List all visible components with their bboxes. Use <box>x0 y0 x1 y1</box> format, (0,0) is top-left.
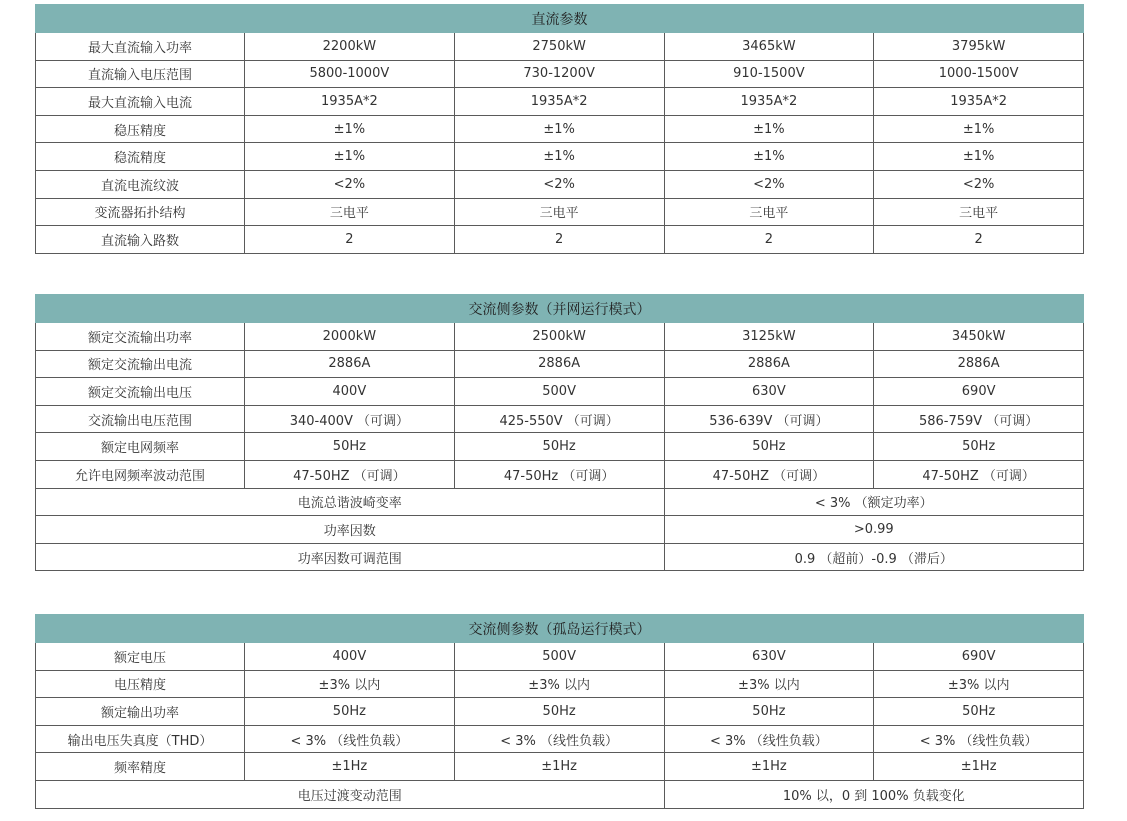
table-cell: 1935A*2 <box>664 88 874 116</box>
table-cell: 2750kW <box>454 33 664 61</box>
row-label: 功率因数可调范围 <box>36 543 665 571</box>
table-cell: 1935A*2 <box>454 88 664 116</box>
table-cell: 2000kW <box>245 323 455 351</box>
table-cell: 400V <box>245 378 455 406</box>
table-cell: 三电平 <box>454 198 664 226</box>
table-cell: ±1Hz <box>664 753 874 781</box>
table-cell: ±1% <box>454 143 664 171</box>
table-cell: 47-50HZ （可调） <box>664 460 874 488</box>
table-cell: 50Hz <box>454 433 664 461</box>
row-label: 额定交流输出电压 <box>36 378 245 406</box>
table-cell: 50Hz <box>664 698 874 726</box>
table-row-merged <box>36 543 1084 571</box>
table-cell: 10% 以，0 到 100% 负载变化 <box>664 780 1084 808</box>
table-cell: 1935A*2 <box>245 88 455 116</box>
ac-island-parameters-table <box>35 614 1084 809</box>
table-cell: 50Hz <box>874 698 1084 726</box>
dc-parameters-table <box>35 4 1084 254</box>
table-cell: ±1Hz <box>454 753 664 781</box>
table-cell: ±1Hz <box>245 753 455 781</box>
row-label: 直流输入电压范围 <box>36 60 245 88</box>
table-cell: 50Hz <box>664 433 874 461</box>
table-cell: ±1% <box>664 143 874 171</box>
table-cell: ±1% <box>245 143 455 171</box>
table-cell: 2500kW <box>454 323 664 351</box>
dc-table-title: 直流参数 <box>36 5 1084 33</box>
table-row <box>36 433 1084 461</box>
table-row <box>36 460 1084 488</box>
table-cell: 690V <box>874 378 1084 406</box>
table-row <box>36 170 1084 198</box>
ac-grid-table-body <box>36 323 1084 571</box>
table-row <box>36 753 1084 781</box>
table-cell: 730-1200V <box>454 60 664 88</box>
table-row <box>36 350 1084 378</box>
row-label: 直流输入路数 <box>36 226 245 254</box>
row-label: 额定电压 <box>36 643 245 671</box>
table-cell: < 3% （线性负载） <box>245 725 455 753</box>
row-label: 稳压精度 <box>36 115 245 143</box>
table-cell: ±1% <box>664 115 874 143</box>
table-cell: 500V <box>454 378 664 406</box>
table-row <box>36 643 1084 671</box>
table-cell: 536-639V （可调） <box>664 405 874 433</box>
table-row <box>36 698 1084 726</box>
table-cell: 2886A <box>454 350 664 378</box>
table-row <box>36 143 1084 171</box>
table-cell: 2 <box>664 226 874 254</box>
table-cell: < 3% （额定功率） <box>664 488 1084 516</box>
table-cell: 47-50HZ （可调） <box>245 460 455 488</box>
table-cell: 三电平 <box>874 198 1084 226</box>
table-cell: 50Hz <box>454 698 664 726</box>
table-row <box>36 323 1084 351</box>
table-cell: 三电平 <box>245 198 455 226</box>
table-row <box>36 405 1084 433</box>
table-cell: 690V <box>874 643 1084 671</box>
table-cell: <2% <box>245 170 455 198</box>
table-cell: < 3% （线性负载） <box>454 725 664 753</box>
table-cell: ±3% 以内 <box>454 670 664 698</box>
table-cell: 630V <box>664 643 874 671</box>
row-label: 功率因数 <box>36 516 665 544</box>
table-cell: 2 <box>874 226 1084 254</box>
row-label: 最大直流输入电流 <box>36 88 245 116</box>
table-cell: ±1% <box>245 115 455 143</box>
table-cell: 2 <box>454 226 664 254</box>
table-cell: 0.9 （超前）-0.9 （滞后） <box>664 543 1084 571</box>
row-label: 电压过渡变动范围 <box>36 780 665 808</box>
table-cell: < 3% （线性负载） <box>664 725 874 753</box>
table-cell: 50Hz <box>245 433 455 461</box>
table-cell: ±1Hz <box>874 753 1084 781</box>
dc-table-body <box>36 33 1084 254</box>
table-cell: 2886A <box>245 350 455 378</box>
row-label: 电压精度 <box>36 670 245 698</box>
table-cell: <2% <box>874 170 1084 198</box>
table-cell: 47-50HZ （可调） <box>874 460 1084 488</box>
table-cell: 5800-1000V <box>245 60 455 88</box>
table-cell: ±3% 以内 <box>874 670 1084 698</box>
table-row-merged <box>36 488 1084 516</box>
row-label: 变流器拓扑结构 <box>36 198 245 226</box>
table-cell: 500V <box>454 643 664 671</box>
table-cell: ±3% 以内 <box>245 670 455 698</box>
table-cell: 1935A*2 <box>874 88 1084 116</box>
table-cell: < 3% （线性负载） <box>874 725 1084 753</box>
table-cell: 2200kW <box>245 33 455 61</box>
ac-grid-parameters-table <box>35 294 1084 571</box>
table-cell: 1000-1500V <box>874 60 1084 88</box>
table-row <box>36 226 1084 254</box>
table-cell: >0.99 <box>664 516 1084 544</box>
table-row <box>36 33 1084 61</box>
row-label: 最大直流输入功率 <box>36 33 245 61</box>
table-cell: 3465kW <box>664 33 874 61</box>
table-cell: 340-400V （可调） <box>245 405 455 433</box>
ac-grid-table-title: 交流侧参数（并网运行模式） <box>36 295 1084 323</box>
table-row-merged <box>36 516 1084 544</box>
table-cell: 400V <box>245 643 455 671</box>
table-cell: <2% <box>664 170 874 198</box>
table-cell: ±3% 以内 <box>664 670 874 698</box>
row-label: 额定交流输出功率 <box>36 323 245 351</box>
table-cell: ±1% <box>874 143 1084 171</box>
table-row <box>36 60 1084 88</box>
row-label: 交流输出电压范围 <box>36 405 245 433</box>
row-label: 额定交流输出电流 <box>36 350 245 378</box>
table-cell: 2886A <box>664 350 874 378</box>
table-cell: 47-50Hz （可调） <box>454 460 664 488</box>
table-cell: 425-550V （可调） <box>454 405 664 433</box>
table-row <box>36 725 1084 753</box>
table-cell: 50Hz <box>245 698 455 726</box>
table-cell: ±1% <box>874 115 1084 143</box>
row-label: 稳流精度 <box>36 143 245 171</box>
table-row <box>36 378 1084 406</box>
row-label: 直流电流纹波 <box>36 170 245 198</box>
table-cell: 3450kW <box>874 323 1084 351</box>
ac-island-table-body <box>36 643 1084 809</box>
table-cell: 910-1500V <box>664 60 874 88</box>
table-cell: 3795kW <box>874 33 1084 61</box>
table-cell: 586-759V （可调） <box>874 405 1084 433</box>
table-row <box>36 198 1084 226</box>
table-cell: 630V <box>664 378 874 406</box>
table-cell: 2 <box>245 226 455 254</box>
table-cell: 2886A <box>874 350 1084 378</box>
ac-island-table-title: 交流侧参数（孤岛运行模式） <box>36 615 1084 643</box>
table-row <box>36 115 1084 143</box>
table-cell: 三电平 <box>664 198 874 226</box>
row-label: 频率精度 <box>36 753 245 781</box>
table-cell: 3125kW <box>664 323 874 351</box>
row-label: 额定输出功率 <box>36 698 245 726</box>
table-cell: 50Hz <box>874 433 1084 461</box>
row-label: 电流总谐波崎变率 <box>36 488 665 516</box>
table-cell: <2% <box>454 170 664 198</box>
table-row <box>36 88 1084 116</box>
row-label: 输出电压失真度（THD） <box>36 725 245 753</box>
table-row-merged <box>36 780 1084 808</box>
table-row <box>36 670 1084 698</box>
row-label: 额定电网频率 <box>36 433 245 461</box>
row-label: 允许电网频率波动范围 <box>36 460 245 488</box>
table-cell: ±1% <box>454 115 664 143</box>
